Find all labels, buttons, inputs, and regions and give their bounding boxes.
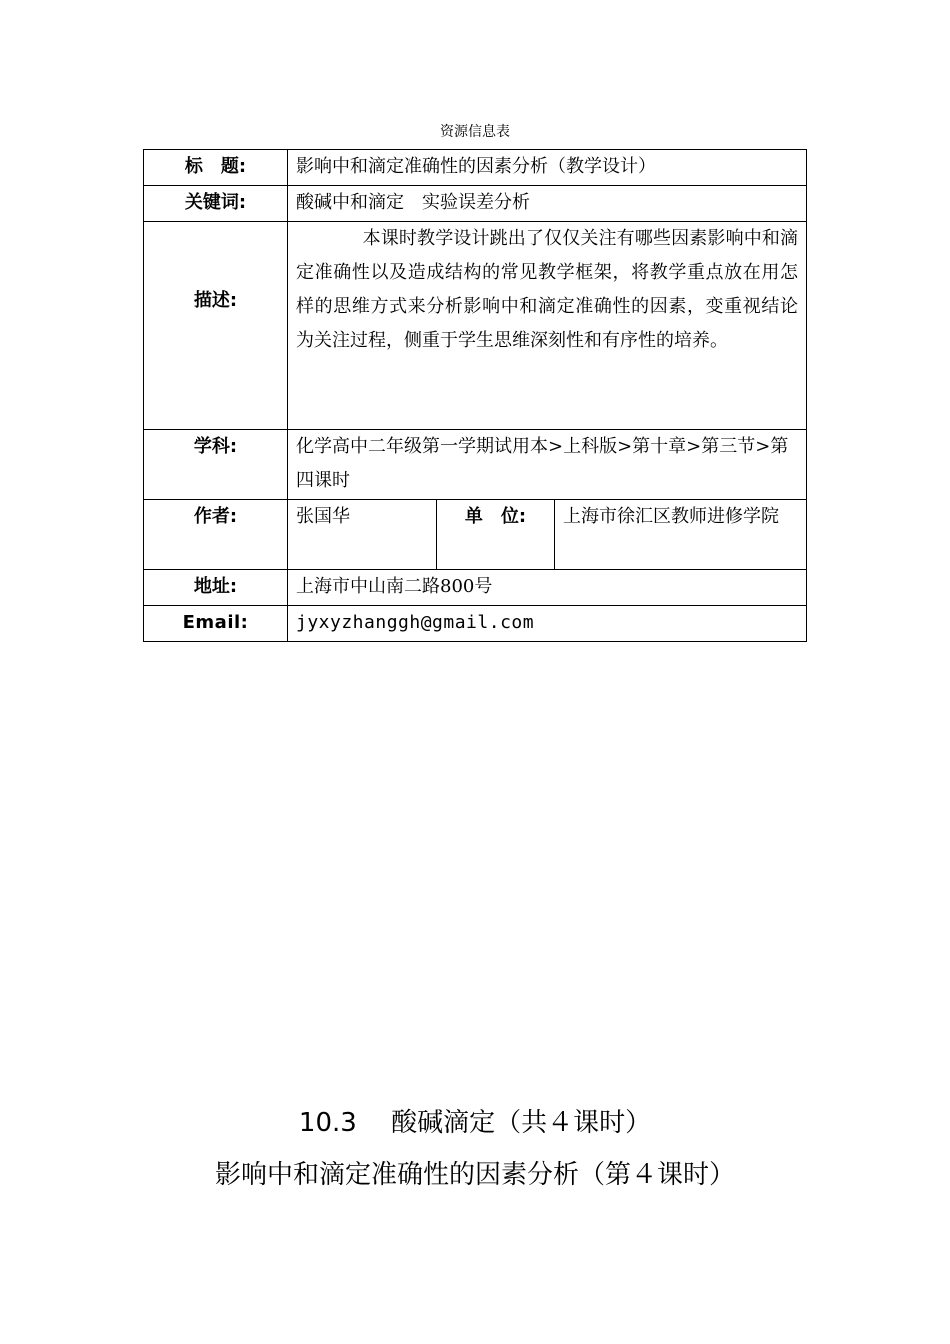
address-label: 地址: [144,570,288,606]
title-label: 标 题: [144,150,288,186]
author-label: 作者: [144,500,288,570]
unit-value: 上海市徐汇区教师进修学院 [555,500,807,570]
keywords-value: 酸碱中和滴定 实验误差分析 [288,186,807,222]
lesson-heading: 10.3 酸碱滴定（共４课时） [298,1108,652,1138]
address-value: 上海市中山南二路800号 [288,570,807,606]
keywords-label: 关键词: [144,186,288,222]
keywords-row [144,186,807,222]
table-caption: 资源信息表 [440,124,510,140]
resource-info-table [143,149,807,642]
author-value: 张国华 [288,500,437,570]
unit-label: 单 位: [437,500,555,570]
title-row [144,150,807,186]
subject-value: 化学高中二年级第一学期试用本>上科版>第十章>第三节>第四课时 [288,430,807,500]
email-value: jyxyzhanggh@gmail.com [288,606,807,642]
author-row [144,500,807,570]
subject-row [144,430,807,500]
description-row [144,222,807,430]
description-label: 描述: [144,222,288,430]
subject-label: 学科: [144,430,288,500]
address-row [144,570,807,606]
email-label: Email: [144,606,288,642]
lesson-subheading: 影响中和滴定准确性的因素分析（第４课时） [214,1160,735,1190]
title-value: 影响中和滴定准确性的因素分析（教学设计） [288,150,807,186]
description-value: 本课时教学设计跳出了仅仅关注有哪些因素影响中和滴定准确性以及造成结构的常见教学框架，将教学重点放在用怎样的思维方式来分析影响中和滴定准确性的因素，变重视结论为关注过程，侧重于学生思维深刻性和有序性的培养。 [288,222,807,430]
email-row [144,606,807,642]
